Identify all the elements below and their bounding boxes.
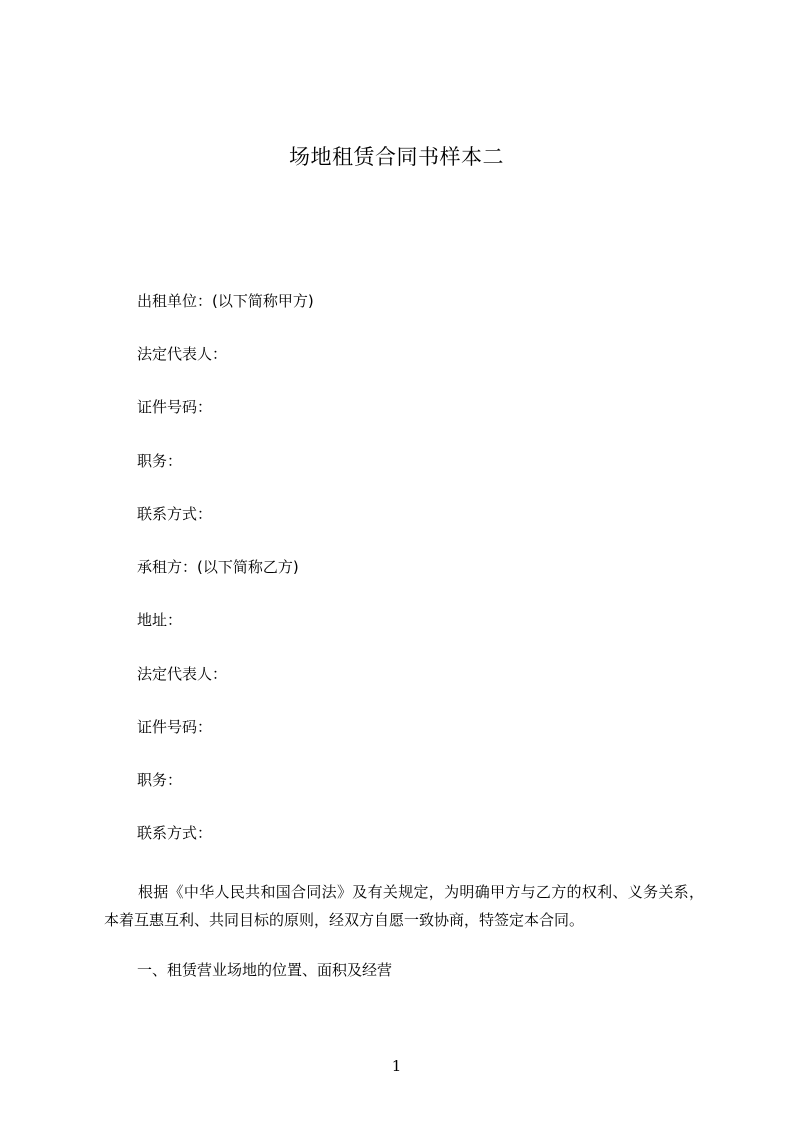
document-title: 场地租赁合同书样本二 bbox=[289, 145, 504, 169]
field-lessor-legal-representative: 法定代表人： bbox=[137, 345, 228, 363]
field-lessor-contact: 联系方式： bbox=[137, 505, 213, 523]
field-lessor-id-number: 证件号码： bbox=[137, 398, 213, 416]
field-lessee: 承租方：(以下简称乙方) bbox=[137, 558, 299, 576]
field-lessor-position: 职务： bbox=[137, 452, 183, 470]
section-heading: 一、租赁营业场地的位置、面积及经营 bbox=[137, 961, 393, 979]
field-lessee-contact: 联系方式： bbox=[137, 824, 213, 842]
field-lessee-id-number: 证件号码： bbox=[137, 718, 213, 736]
field-lessee-address: 地址： bbox=[137, 611, 183, 629]
field-lessor-unit: 出租单位：(以下简称甲方) bbox=[137, 292, 314, 310]
page-number: 1 bbox=[391, 1057, 402, 1075]
preamble-paragraph: 根据《中华人民共和国合同法》及有关规定，为明确甲方与乙方的权利、义务关系，本着互惠互利、共同目标的原则，经双方自愿一致协商，特签定本合同。 bbox=[104, 883, 704, 929]
field-lessee-legal-representative: 法定代表人： bbox=[137, 665, 228, 683]
field-lessee-position: 职务： bbox=[137, 771, 183, 789]
